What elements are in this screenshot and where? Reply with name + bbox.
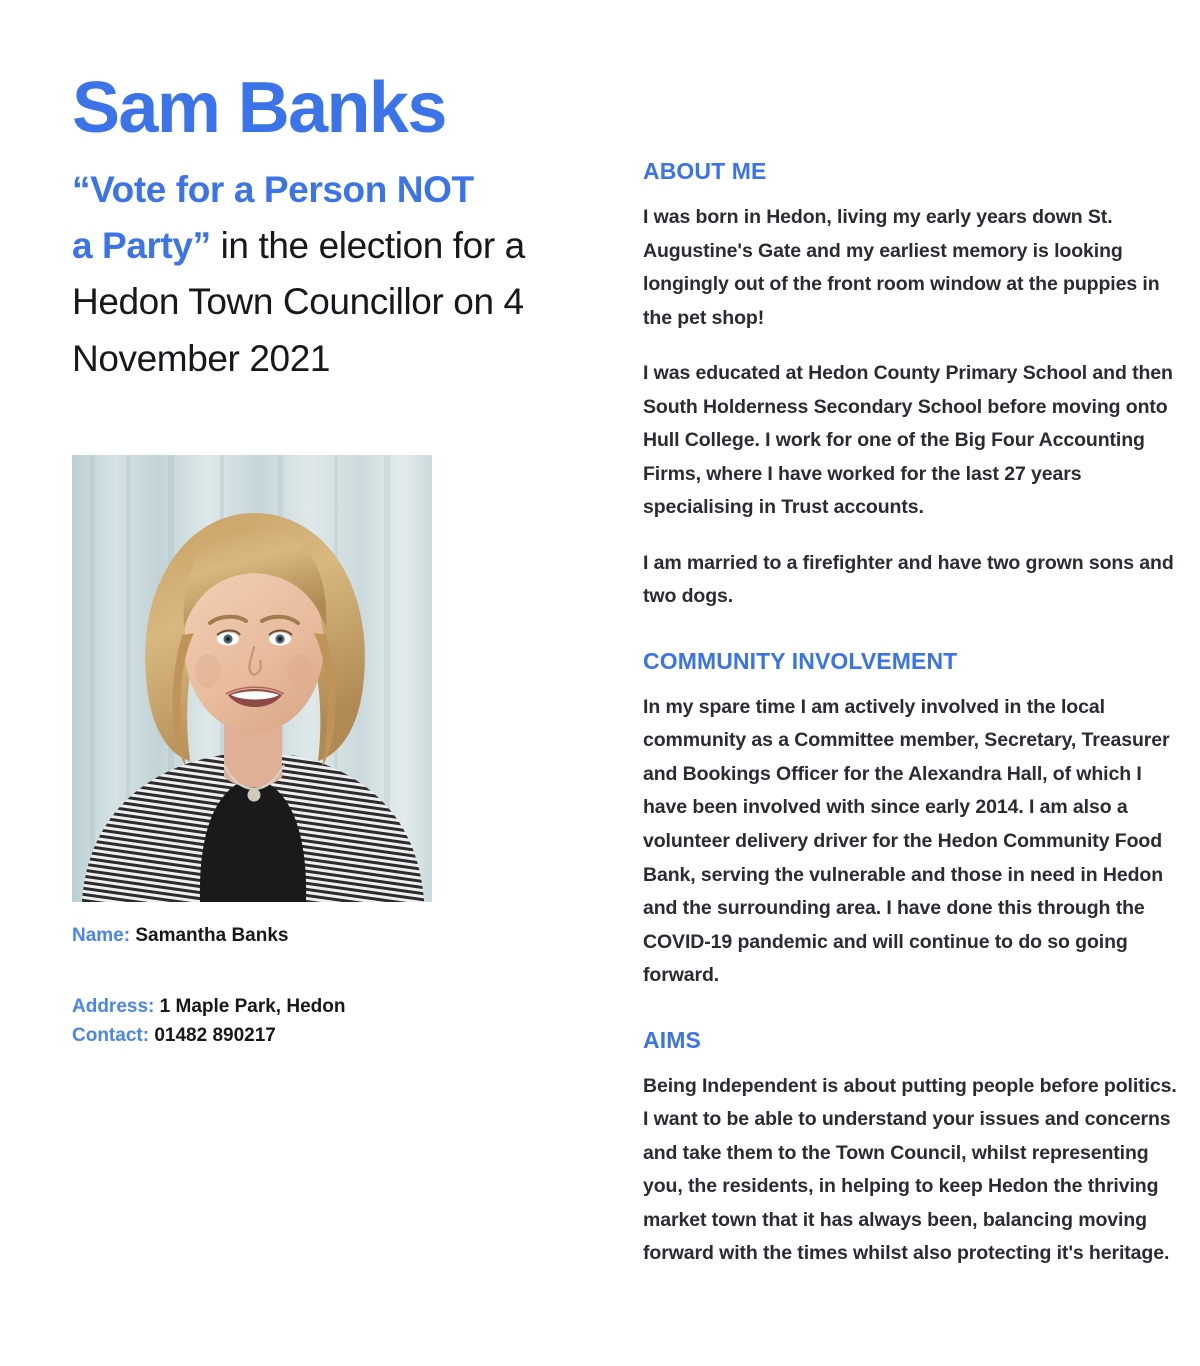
community-involvement-heading: COMMUNITY INVOLVEMENT [643, 647, 958, 674]
contact-details [72, 925, 572, 1053]
about-me-paragraph-1: I was born in Hedon, living my early years down St. Augustine's Gate and my earliest memory is looking longingly out of the front room window at the puppies in the pet shop! [643, 206, 1160, 329]
contact-address-row [72, 996, 572, 1019]
contact-phone-row [72, 1025, 572, 1048]
contact-name-row [72, 925, 572, 948]
slogan-text [72, 162, 602, 387]
contact-phone-value: 01482 890217 [154, 1024, 276, 1046]
community-involvement-paragraph-1: In my spare time I am actively involved in the local community as a Committee member, Secretary, Treasurer and Bookings Officer for the Alexandra Hall, of which I have been involved with since early 2014. I am also a volunteer delivery driver for the Hedon Community Food Bank, serving the vulnerable and those in need in Hedon and the surrounding area. I have done this through the COVID-19 pandemic and will continue to do so going forward. [643, 695, 1170, 987]
about-me-paragraph-2: I was educated at Hedon County Primary School and then South Holderness Secondary School before moving onto Hull College. I work for one of the Big Four Accounting Firms, where I have worked for the last 27 years specialising in Trust accounts. [643, 362, 1173, 519]
candidate-name-heading: Sam Banks [72, 68, 446, 148]
about-me-heading: ABOUT ME [643, 158, 767, 184]
portrait-illustration [72, 455, 432, 902]
about-me-paragraph-3: I am married to a firefighter and have two grown sons and two dogs. [643, 551, 1174, 608]
slogan-remainder: in the election for a Hedon Town Councillor on 4 November 2021 [72, 225, 525, 379]
headline-block [72, 68, 602, 387]
slogan-quote-line-1: “Vote for a Person NOT [72, 169, 474, 210]
contact-address-label: Address: [72, 995, 155, 1017]
candidate-portrait-photo [72, 455, 432, 902]
contact-name-label: Name: [72, 925, 131, 946]
contact-address-value: 1 Maple Park, Hedon [159, 995, 346, 1017]
aims-paragraph-1: Being Independent is about putting people before politics. I want to be able to understand your issues and concerns and take them to the Town Council, whilst representing you, the residents, in helping to keep Hedon the thriving market town that it has always been, balancing moving forward with the times whilst also protecting it's heritage. [643, 1074, 1177, 1265]
aims-heading: AIMS [643, 1026, 701, 1053]
section-aims [643, 1027, 1183, 1271]
slogan-quote-line-2: a Party” [72, 225, 211, 267]
contact-name-value: Samantha Banks [135, 925, 289, 946]
contact-phone-label: Contact: [72, 1024, 150, 1046]
section-about-me [643, 158, 1183, 614]
content-column [643, 158, 1183, 1271]
section-community-involvement [643, 648, 1183, 993]
